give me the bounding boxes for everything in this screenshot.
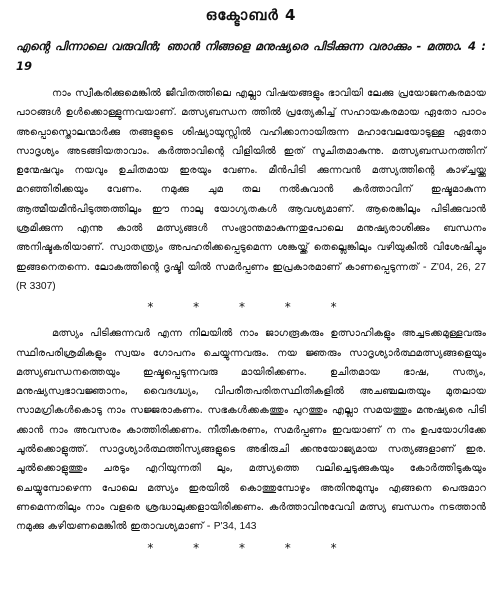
scripture-verse <box>16 36 486 76</box>
paragraph-2-reference: P'34, 143 <box>213 521 257 533</box>
page-title: ഒക്ടോബർ 4 <box>205 6 297 24</box>
section-divider: * * * * * <box>147 300 355 315</box>
section-divider-bottom: * * * * * <box>147 540 355 555</box>
paragraph-1-text: നാം സ്വീകരിക്കുമെങ്കിൽ ജീവിതത്തിലെ എല്ലാ വിഷയങ്ങളും ഭാവിയി ലേക്കു പ്രയോജനകരമായ പാഠങ്ങൾ ഉൾക്കൊള്ളുന്നവയാണ്. മത്സ്യബന്ധന ത്തിൽ പ്രത്യേകിച്ച് സഹായകരമായ ഏതോ പാഠം അപ്പൊസ്തൊലന്മാർക്കു തങ്ങളുടെ ശിഷ്യായുസ്സിൽ വഹിക്കാനായിരുന്ന മഹാവേലയോടുള്ള ഏതോ സാദൃശ്യം അടങ്ങിയതാവാം. കർത്താവിന്റെ വിളിയിൽ ഇത് സൂചിതമാകുന്നു. മത്സ്യബന്ധനത്തിന് ഉന്മേഷവും നയവും ഉചിതമായ ഇരയും വേണം. മീൻപിടി ക്കുന്നവൻ മത്സ്യത്തിന്റെ കാഴ്ച്ചയ്ക്കു മറഞ്ഞിരിക്കയും വേണം. നമുക്കു ചുമ തല നൽകുവാൻ കർത്താവിന് ഇഷ്ടമാകുന്ന ആത്മീയമീൻപിടുത്തത്തിലും ഈ നാലു യോഗ്യതകൾ ആവശ്യമാണ്. ആരെങ്കിലും പിടിക്കുവാൻ ശ്രമിക്കുന്ന എന്നു കാൽ മത്സ്യങ്ങൾ സംഭ്രാന്തമാകുന്നതുപോലെ മനുഷ്യരാശിക്കും ബന്ധനം അനിഷ്ടകരിയാണ്. സ്വാതന്ത്ര്യം അപഹരിക്കപ്പെടുമെന്ന ശങ്കയ്ക്ക് തെല്ലെങ്കിലും വഴിയുകിൽ വിശേഷിച്ചും ഇങ്ങനെതന്നെ. ലോകത്തിന്റെ ദൃഷ്ടി യിൽ സമർപ്പണം ഇപ്രകാരമാണ് കാണപ്പെടുന്നത് - <box>16 88 486 273</box>
paragraph-2 <box>16 324 486 536</box>
paragraph-1-reference: Z'04, 26, 27 (R 3307) <box>16 261 486 292</box>
verse-text: എന്റെ പിന്നാലെ വരുവിൻ; ഞാൻ നിങ്ങളെ മനുഷ്യരെ പിടിക്കുന്ന വരാക്കും - മത്താ. 4 : 19 <box>16 39 486 73</box>
paragraph-1 <box>16 84 486 296</box>
paragraph-2-text: മത്സ്യം പിടിക്കുന്നവർ എന്ന നിലയിൽ നാം ജാഗരൂകരും ഉത്സാഹികളും അച്ചടക്കമുള്ളവരും സ്ഥിരപരിശ്രമികളും സ്വയം ഗോപനം ചെയ്യുന്നവരും. നയ ജ്ഞരും സാദൃശ്യാർത്ഥമത്സ്യങ്ങളെയും മത്സ്യബന്ധനത്തെയും ഇഷ്ടപ്പെടുന്നവരു മായിരിക്കണം. ഉചിതമായ ഭാഷ, സത്യം, മനുഷ്യസ്വഭാവജ്ഞാനം, വൈദഗ്ദ്ധ്യം, വിപരീതപരിതസ്ഥിതികളിൽ അചഞ്ചലതയും മുതലായ സാമഗ്രികൾകൊടു നാം സജ്ജരാകണം. സഭകൾക്കകത്തും പുറത്തും എല്ലാ സമയത്തും മനുഷ്യരെ പിടി ക്കാൻ നാം അവസരം കാത്തിരിക്കണം. നീതീകരണം, സമർപ്പണം ഇവയാണ് ന നം ഉപയോഗിക്കേ ചൂൽക്കൊളുത്ത്. സാദൃശ്യാർത്ഥത്തിസ്യങ്ങളുടെ അഭിരുചി ക്കനുയോജ്യമായ സത്യങ്ങളാണ് ഇര. ചൂൽക്കൊളുത്തും ചരടും എറിയുന്നതി ലും, മത്സ്യത്തെ വലിച്ചെടുക്കുകയും കോർത്തിടുകയും ചെയ്യുമ്പോഴെന്ന പോലെ മത്സ്യം ഇരയിൽ കൊത്തുമ്പോഴും അതിനുമുമ്പും എങ്ങനെ പെരുമാറ ണമെന്നതിലും നാം വളരെ ശ്രദ്ധാലുക്കളായിരിക്കണം. കർത്താവിനുവേവി മത്സ്യ ബന്ധനം നടത്താൻ നമുക്കു കഴിയണമെങ്കിൽ ഇതാവശ്യമാണ് - <box>16 328 486 533</box>
